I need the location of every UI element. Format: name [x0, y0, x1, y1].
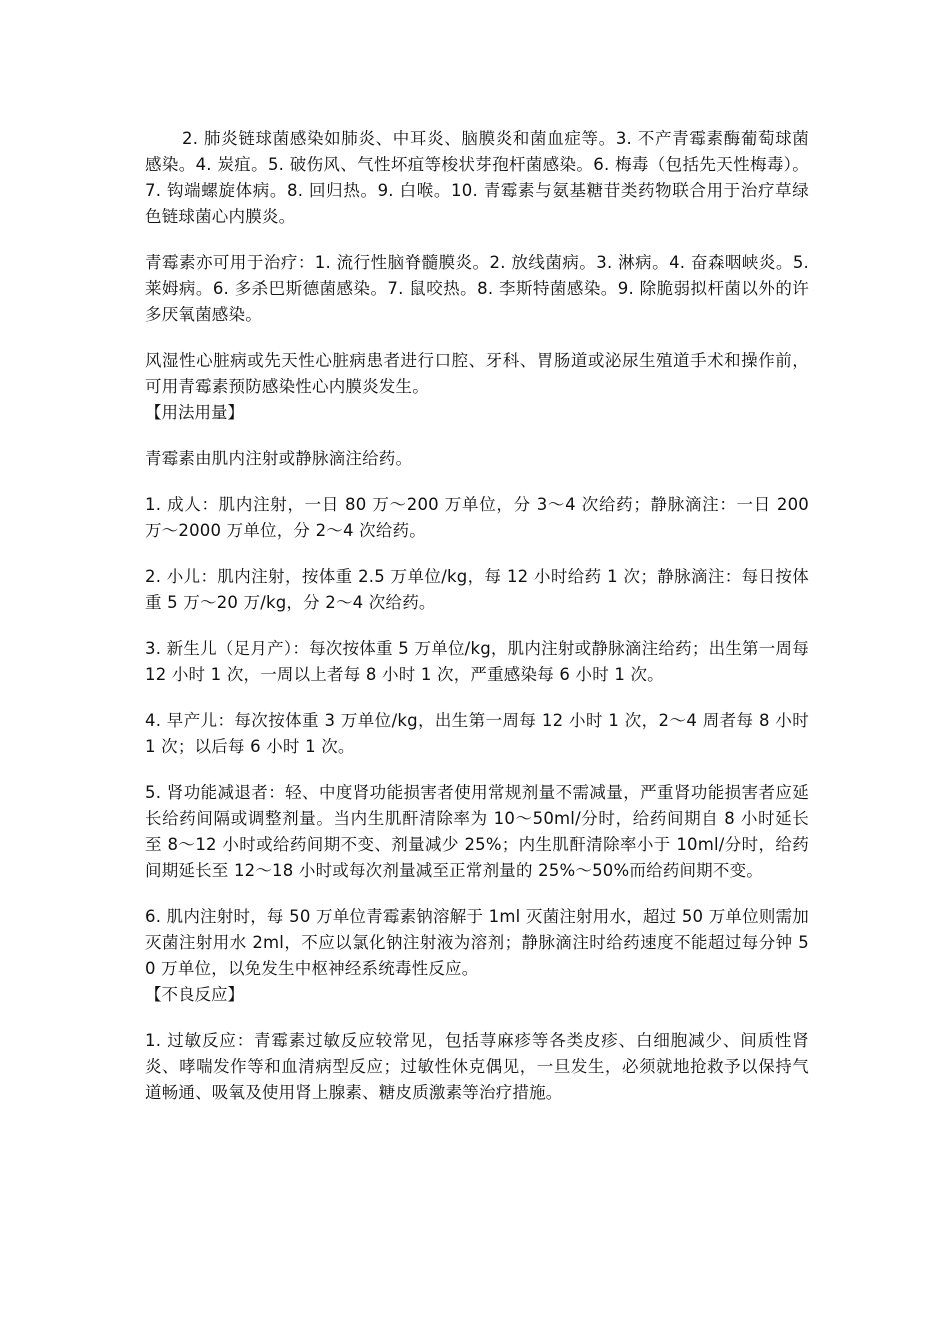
paragraph-administration: 青霉素由肌内注射或静脉滴注给药。	[145, 449, 413, 468]
paragraph-prophylaxis: 风湿性心脏病或先天性心脏病患者进行口腔、牙科、胃肠道或泌尿生殖道手术和操作前，可用青霉素预防感染性心内膜炎发生。	[145, 351, 809, 396]
paragraph-allergic-reaction: 1. 过敏反应：青霉素过敏反应较常见，包括荨麻疹等各类皮疹、白细胞减少、间质性肾炎、哮喘发作等和血清病型反应；过敏性休克偶见，一旦发生，必须就地抢救予以保持气道畅通、吸氧及使用肾上腺素、糖皮质激素等治疗措施。	[145, 1031, 809, 1102]
paragraph-dosage-adult: 1. 成人：肌内注射，一日 80 万～200 万单位，分 3～4 次给药；静脉滴注：一日 200 万～2000 万单位，分 2～4 次给药。	[145, 495, 809, 540]
paragraph-dosage-renal: 5. 肾功能减退者：轻、中度肾功能损害者使用常规剂量不需减量，严重肾功能损害者应延长给药间隔或调整剂量。当内生肌酐清除率为 10～50ml/分时，给药间期自 8 小时延长至 8～12 小时或给药间期不变、剂量减少 25%；内生肌酐清除率小于 10ml/分时，给药间期延长至 12～18 小时或每次剂量减至正常剂量的 25%～50%而给药间期不变。	[145, 783, 809, 880]
paragraph-dosage-neonate: 3. 新生儿（足月产）：每次按体重 5 万单位/kg，肌内注射或静脉滴注给药；出生第一周每 12 小时 1 次，一周以上者每 8 小时 1 次，严重感染每 6 小时 1 次。	[145, 639, 809, 684]
document-body	[145, 126, 809, 1106]
paragraph-dosage-child: 2. 小儿：肌内注射，按体重 2.5 万单位/kg，每 12 小时给药 1 次；静脉滴注：每日按体重 5 万～20 万/kg，分 2～4 次给药。	[145, 567, 809, 612]
section-heading-adverse-reactions: 【不良反应】	[145, 985, 244, 1004]
paragraph-indications-continued: 2. 肺炎链球菌感染如肺炎、中耳炎、脑膜炎和菌血症等。3. 不产青霉素酶葡萄球菌感染。4. 炭疽。5. 破伤风、气性坏疽等梭状芽孢杆菌感染。6. 梅毒（包括先天性梅毒）。7. 钩端螺旋体病。8. 回归热。9. 白喉。10. 青霉素与氨基糖苷类药物联合用于治疗草绿色链球菌心内膜炎。	[145, 129, 809, 226]
paragraph-dosage-premature: 4. 早产儿：每次按体重 3 万单位/kg，出生第一周每 12 小时 1 次，2～4 周者每 8 小时 1 次；以后每 6 小时 1 次。	[145, 711, 809, 756]
section-heading-dosage: 【用法用量】	[145, 403, 244, 422]
paragraph-dosage-injection: 6. 肌内注射时，每 50 万单位青霉素钠溶解于 1ml 灭菌注射用水，超过 50 万单位则需加灭菌注射用水 2ml，不应以氯化钠注射液为溶剂；静脉滴注时给药速度不能超过每分钟 50 万单位，以免发生中枢神经系统毒性反应。	[145, 907, 809, 978]
paragraph-also-used-for: 青霉素亦可用于治疗：1. 流行性脑脊髓膜炎。2. 放线菌病。3. 淋病。4. 奋森咽峡炎。5. 莱姆病。6. 多杀巴斯德菌感染。7. 鼠咬热。8. 李斯特菌感染。9. 除脆弱拟杆菌以外的许多厌氧菌感染。	[145, 253, 809, 324]
